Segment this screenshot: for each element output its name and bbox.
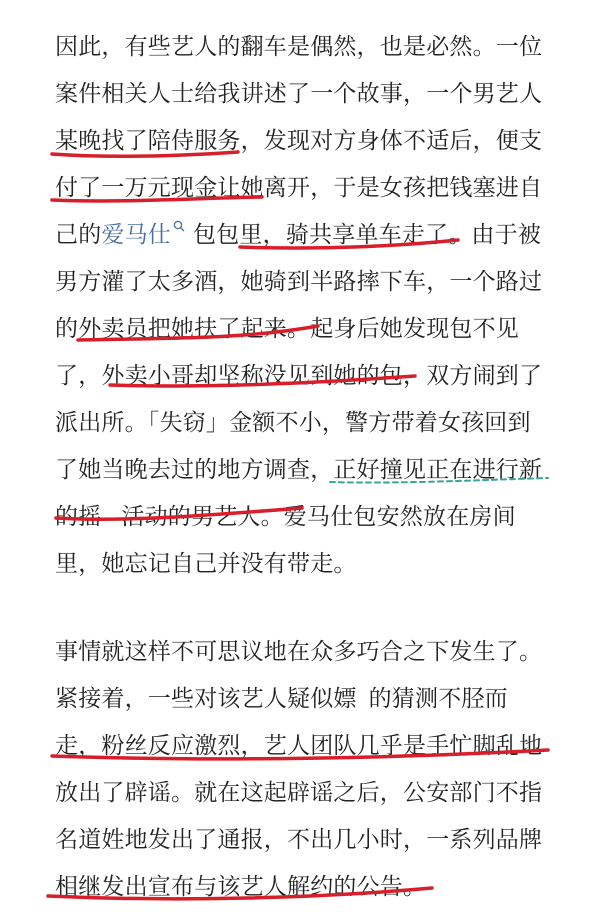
paragraph-line: 某晚找了陪侍服务，发现对方身体不适后，便支 — [55, 128, 543, 154]
paragraph-line: 紧接着，一些对该艺人疑似嫖 的猜测不胫而 — [55, 686, 508, 712]
paragraph-line: 因此，有些艺人的翻车是偶然，也是必然。一位 — [55, 34, 543, 60]
paragraph-line: 案件相关人士给我讲述了一个故事，一个男艺人 — [55, 81, 543, 107]
paragraph-line: 男方灌了太多酒，她骑到半路摔下车，一个路过 — [55, 269, 543, 295]
paragraph-line: 的摇 活动的男艺人。爱马仕包安然放在房间 — [55, 504, 516, 530]
paragraph-line: 相继发出宣布与该艺人解约的公告。 — [55, 874, 427, 900]
paragraph-line: 的外卖员把她扶了起来。起身后她发现包不见 — [55, 316, 519, 342]
paragraph-line: 事情就这样不可思议地在众多巧合之下发生了。 — [55, 639, 543, 665]
paragraph-line: 了她当晚去过的地方调查，正好撞见正在进行新 — [55, 457, 543, 483]
search-icon[interactable] — [173, 205, 185, 245]
paragraph-line: 放出了辟谣。就在这起辟谣之后，公安部门不指 — [55, 780, 543, 806]
paragraph-line: 付了一万元现金让她离开，于是女孩把钱塞进自 — [55, 175, 543, 201]
keyword-link[interactable]: 爱马仕 — [101, 222, 172, 248]
paragraph-line: 了，外卖小哥却坚称没见到她的包，双方闹到了 — [55, 363, 543, 389]
paragraph-line: 名道姓地发出了通报，不出几小时，一系列品牌 — [55, 827, 543, 853]
paragraph-line: 派出所。「失窃」金额不小，警方带着女孩回到 — [55, 410, 531, 436]
paragraph-line: 里，她忘记自己并没有带走。 — [55, 551, 357, 577]
paragraph-line: 己的爱马仕 包包里，骑共享单车走了。由于被 — [55, 215, 541, 255]
paragraph-line: 走，粉丝反应激烈，艺人团队几乎是手忙脚乱地 — [55, 733, 543, 759]
